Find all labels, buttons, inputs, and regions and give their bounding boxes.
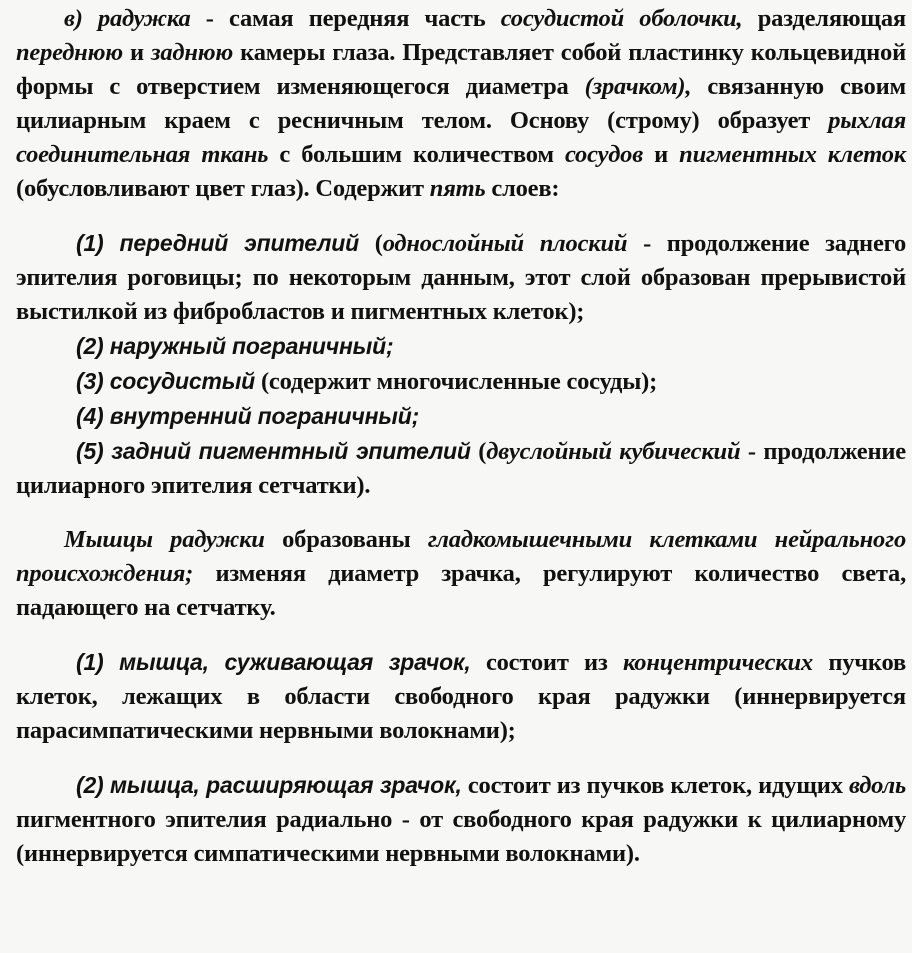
layer-label: (5) задний пигментный эпителий	[76, 438, 471, 464]
layer-desc: - продолжение заднего эпителия роговицы; по некоторым данным, этот слой образован прерывистой выстилкой из фибробластов и пигментных клеток);	[16, 230, 906, 325]
layer-label: (1) передний эпителий	[76, 230, 359, 256]
text: пигментного эпителия радиально - от свободного края радужки к цилиарному (иннервируется симпатическими нервными волокнами).	[16, 806, 906, 867]
text: образованы	[264, 526, 428, 553]
text: (	[470, 438, 487, 465]
term-concentric: концентрических	[623, 649, 813, 676]
text: с большим количеством	[268, 141, 565, 168]
text: изменяя диаметр зрачка, регулируют количество света, падающего на сетчатку.	[16, 560, 906, 621]
layer-type: однослойный плоский	[382, 230, 628, 257]
term-pigment-cells: пигментных клеток	[679, 141, 906, 168]
text: и	[122, 39, 151, 66]
text: состоит из	[470, 649, 624, 676]
text: слоев:	[485, 175, 560, 202]
iris-paragraph	[16, 2, 906, 206]
term-vessels: сосудов	[564, 141, 643, 168]
layer-label: (3) сосудистый	[76, 368, 256, 394]
muscle-label: (2) мышца, расширяющая зрачок,	[76, 772, 462, 798]
term-smooth-muscle: гладкомышечными клетками нейрального происхождения;	[16, 526, 907, 587]
iris-term: в) радужка	[64, 5, 191, 32]
layer-item	[16, 434, 906, 503]
dilator-paragraph	[16, 768, 906, 871]
layer-desc: (содержит многочисленные сосуды);	[255, 368, 658, 395]
term-posterior: заднюю	[150, 39, 234, 66]
text: и	[642, 141, 680, 168]
text: (обусловливают цвет глаз). Содержит	[16, 175, 430, 202]
muscles-paragraph	[16, 523, 906, 625]
layer-desc: - продолжение цилиарного эпителия сетчатки).	[16, 438, 906, 499]
term-iris-muscles: Мышцы радужки	[64, 526, 265, 553]
term-five: пять	[429, 175, 486, 202]
layer-item	[16, 226, 906, 329]
text: связанную своим цилиарным краем с ресничным телом. Основу (строму) образует	[16, 73, 906, 134]
layers-list	[16, 226, 906, 503]
text: камеры глаза. Представляет собой пластинку кольцевидной формы с отверстием изменяющегося диаметра	[16, 39, 906, 100]
text: - самая передняя часть	[190, 5, 501, 32]
text: разделяющая	[742, 5, 906, 32]
term-along: вдоль	[848, 772, 906, 799]
term-loose-tissue: рыхлая соединительная ткань	[16, 107, 906, 168]
layer-label: (4) внутренний пограничный;	[76, 403, 420, 429]
text: состоит из пучков клеток, идущих	[461, 772, 849, 799]
text: пучков клеток, лежащих в области свободного края радужки (иннервируется парасимпатическими нервными волокнами);	[16, 649, 907, 744]
sphincter-paragraph	[16, 645, 906, 748]
text: (	[358, 230, 383, 257]
term-anterior: переднюю	[16, 39, 123, 66]
term-pupil: (зрачком),	[584, 73, 692, 100]
muscle-label: (1) мышца, суживающая зрачок,	[76, 649, 471, 675]
layer-item	[16, 329, 906, 364]
layer-item	[16, 364, 906, 399]
term-vascular-tunic: сосудистой оболочки,	[500, 5, 743, 32]
layer-label: (2) наружный пограничный;	[76, 333, 394, 359]
layer-item	[16, 399, 906, 434]
layer-type: двуслойный кубический	[486, 438, 741, 465]
